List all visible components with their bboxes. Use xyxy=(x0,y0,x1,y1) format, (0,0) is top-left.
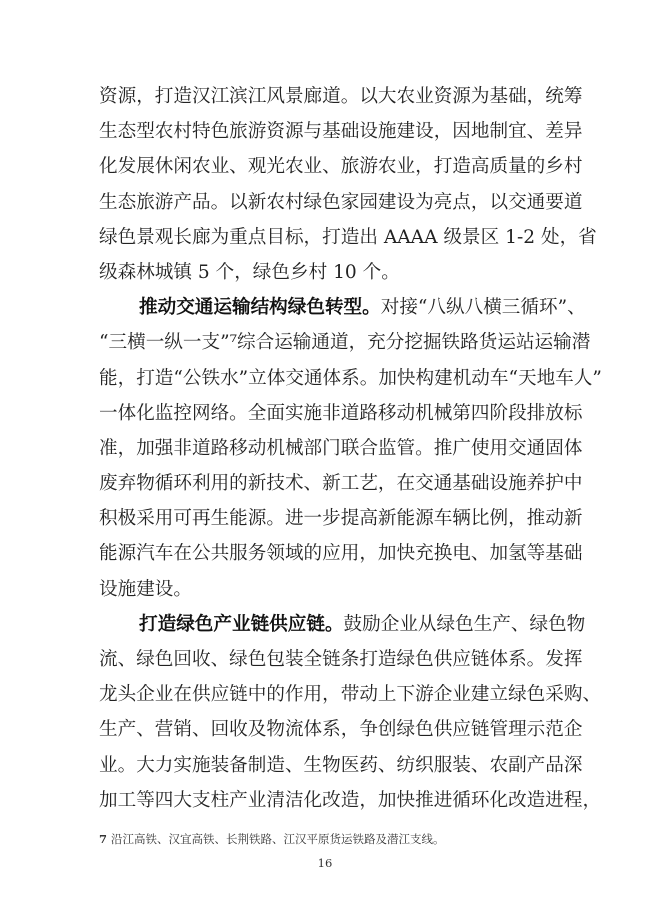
line-text: 加工等四大支柱产业清洁化改造，加快推进循环化改造进程， xyxy=(99,789,602,811)
text-line xyxy=(99,220,597,255)
footnote-number: 7 xyxy=(99,832,108,846)
line-text: 化发展休闲农业、观光农业、旅游农业，打造高质量的乡村 xyxy=(99,156,583,178)
line-text: “三横一纵一支”⁷综合运输通道，充分挖掘铁路货运站运输潜 xyxy=(99,332,591,354)
line-text: 能，打造“公铁水”立体交通体系。加快构建机动车“天地车人” xyxy=(99,367,602,389)
line-text: 龙头企业在供应链中的作用，带动上下游企业建立绿色采购、 xyxy=(99,684,602,706)
line-text: 资源，打造汉江滨江风景廊道。以大农业资源为基础，统筹 xyxy=(99,86,583,107)
text-line xyxy=(99,114,583,149)
line-text: 流、绿色回收、绿色包装全链条打造绿色供应链体系。发挥 xyxy=(99,649,583,670)
line-text: 能源汽车在公共服务领域的应用，加快充换电、加氢等基础 xyxy=(99,543,583,565)
text-line xyxy=(99,712,583,747)
text-line xyxy=(99,642,583,677)
text-line xyxy=(99,431,583,466)
line-text: 绿色景观长廊为重点目标，打造出 AAAA 级景区 1-2 处，省 xyxy=(99,226,597,248)
line-text: 生态型农村特色旅游资源与基础设施建设，因地制宜、差异 xyxy=(99,121,583,143)
line-text: 生产、营销、回收及物流体系，争创绿色供应链管理示范企 xyxy=(99,719,583,741)
line-text: 设施建设。 xyxy=(99,578,192,600)
text-line xyxy=(99,501,583,536)
footnote-text: 沿江高铁、汉宜高铁、长荆铁路、江汉平原货运铁路及潜江支线。 xyxy=(111,832,445,846)
text-line xyxy=(99,149,583,184)
line-text: 一体化监控网络。全面实施非道路移动机械第四阶段排放标 xyxy=(99,402,583,424)
page-number: 16 xyxy=(317,856,333,870)
text-line xyxy=(99,536,583,571)
paragraph-lead-heading: 推动交通运输结构绿色转型。 xyxy=(139,297,381,319)
text-line xyxy=(99,396,583,431)
document-body xyxy=(99,79,602,818)
text-line xyxy=(99,748,583,783)
text-line xyxy=(99,466,583,501)
line-text: 业。大力实施装备制造、生物医药、纺织服装、农副产品深 xyxy=(99,754,583,776)
line-text: 生态旅游产品。以新农村绿色家园建设为亮点，以交通要道 xyxy=(99,191,583,213)
line-text: 积极采用可再生能源。进一步提高新能源车辆比例，推动新 xyxy=(99,508,583,530)
text-line xyxy=(99,572,561,607)
line-text: 级森林城镇 5 个，绿色乡村 10 个。 xyxy=(99,261,400,283)
paragraph xyxy=(99,607,602,818)
paragraph xyxy=(99,79,597,290)
text-line xyxy=(99,677,602,712)
line-text: 废弃物循环利用的新技术、新工艺，在交通基础设施养护中 xyxy=(99,473,583,495)
text-line xyxy=(99,783,602,818)
text-line xyxy=(99,290,586,325)
line-text: 鼓励企业从绿色生产、绿色物 xyxy=(343,613,586,635)
paragraph-lead-heading: 打造绿色产业链供应链。 xyxy=(139,613,344,635)
text-line xyxy=(99,185,583,220)
line-text: 准，加强非道路移动机械部门联合监管。推广使用交通固体 xyxy=(99,437,583,459)
text-line xyxy=(99,361,602,396)
paragraph xyxy=(99,290,602,607)
text-line xyxy=(99,79,583,114)
text-line xyxy=(99,325,591,360)
text-line xyxy=(99,255,561,290)
text-line xyxy=(99,607,586,642)
footnote xyxy=(99,831,445,847)
line-text: 对接“八纵八横三循环”、 xyxy=(380,297,586,319)
